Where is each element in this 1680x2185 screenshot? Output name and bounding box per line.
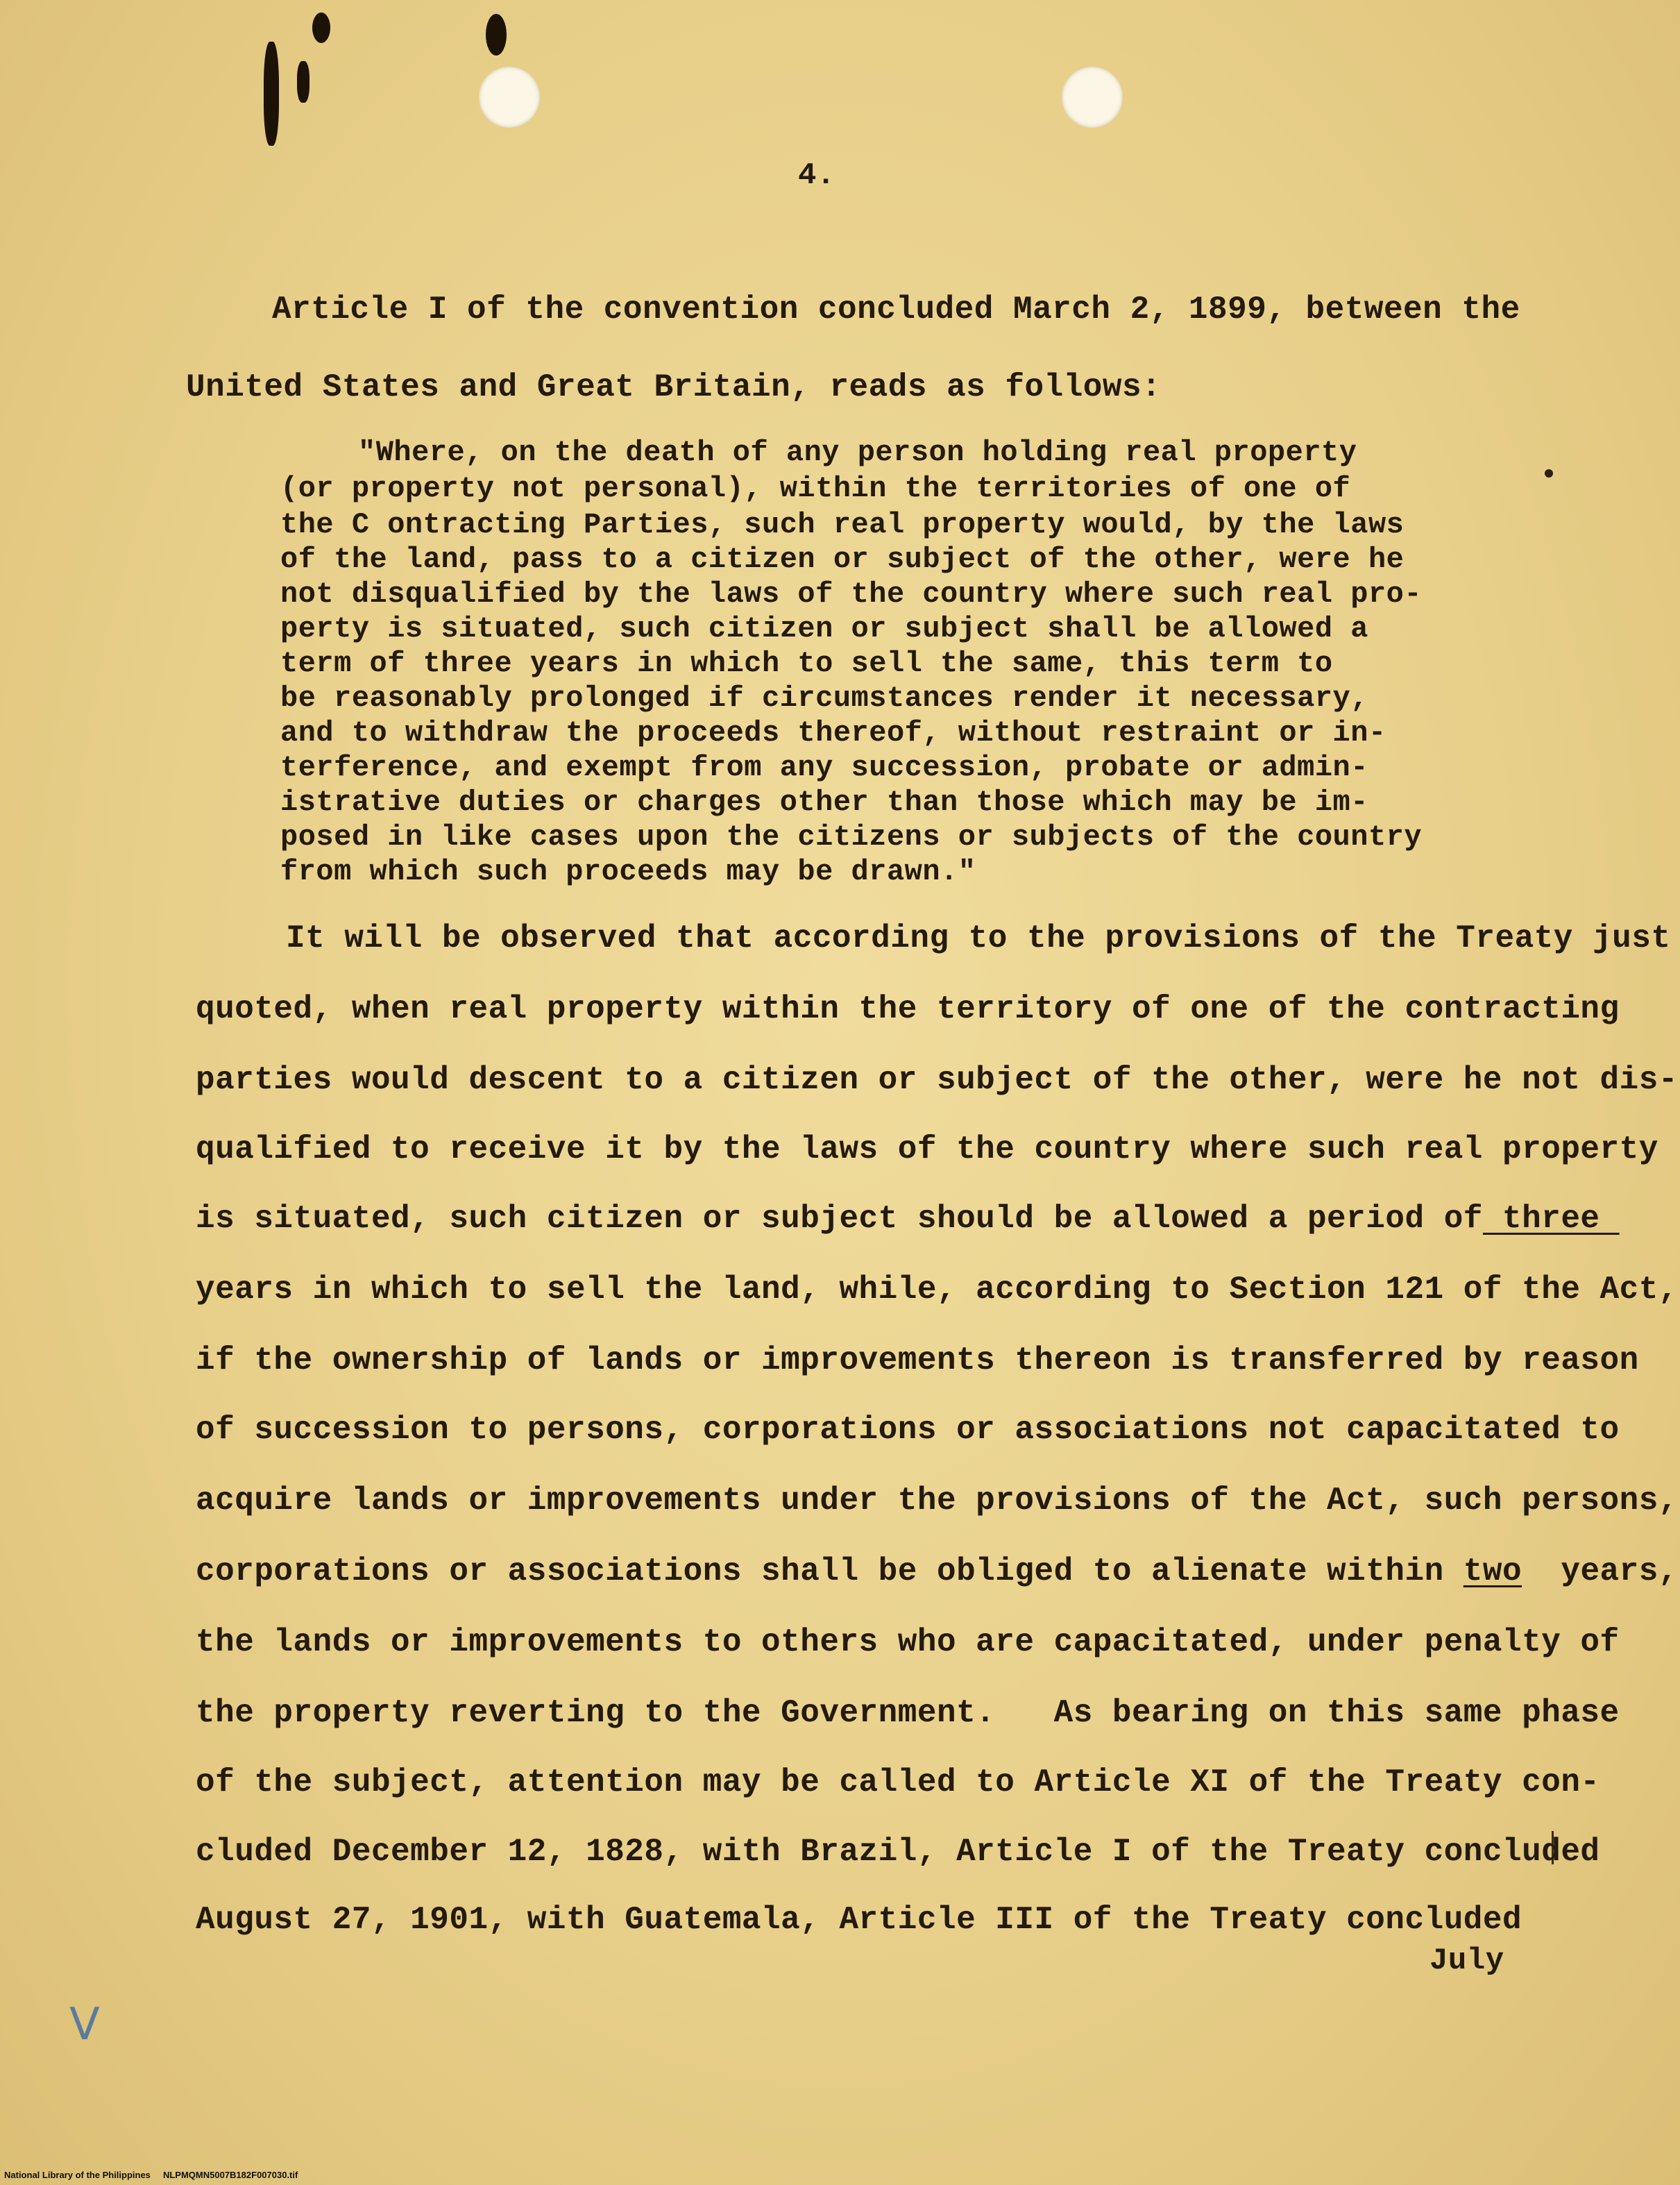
body-line: if the ownership of lands or improvements thereon is transferred by reason [196,1342,1639,1378]
body-line: years in which to sell the land, while, according to Section 121 of the Act, [196,1272,1678,1308]
quote-line: the C ontracting Parties, such real property would, by the laws [280,508,1405,541]
quote-line: and to withdraw the proceeds thereof, without restraint or in- [280,716,1386,750]
quote-line: term of three years in which to sell the same, this term to [280,647,1333,680]
ink-stain [312,12,330,43]
page-number: 4. [798,158,835,193]
underlined-word: three [1482,1201,1620,1237]
quote-line: "Where, on the death of any person holding real property [358,436,1357,469]
body-line: cluded December 12, 1828, with Brazil, Article I of the Treaty concluded [196,1834,1600,1870]
body-line: August 27, 1901, with Guatemala, Article III of the Treaty concluded [196,1902,1522,1938]
punch-hole-left [479,67,540,128]
quote-line: (or property not personal), within the territories of one of [280,472,1351,505]
line-text: corporations or associations shall be obliged to alienate within [196,1553,1463,1589]
quote-line: from which such proceeds may be drawn." [280,855,976,888]
ink-stain [486,14,507,56]
stray-ink-dot [1545,469,1553,478]
body-line: the lands or improvements to others who are capacitated, under penalty of [196,1624,1620,1660]
body-line: qualified to receive it by the laws of the country where such real property [196,1131,1658,1167]
quote-line: be reasonably prolonged if circumstances render it necessary, [280,682,1368,715]
body-line: quoted, when real property within the territory of one of the contracting [196,991,1620,1027]
quote-line: istrative duties or charges other than those which may be im- [280,786,1368,819]
quote-line: not disqualified by the laws of the country where such real pro- [280,577,1423,611]
body-line-with-underline [196,1201,1620,1237]
quote-line: of the land, pass to a citizen or subject of the other, were he [280,543,1405,576]
body-line: It will be observed that according to the provisions of the Treaty just [286,920,1671,956]
opening-line: Article I of the convention concluded March 2, 1899, between the [272,292,1520,328]
line-text: years, [1522,1553,1678,1589]
quote-line: terference, and exempt from any succession, probate or admin- [280,751,1368,784]
line-text: is situated, such citizen or subject should be allowed a period of [196,1201,1483,1237]
handwritten-check-mark: V [69,1999,100,2050]
body-line: of the subject, attention may be called to Article XI of the Treaty con- [196,1764,1600,1800]
body-line-with-underline [196,1553,1678,1589]
quote-line: posed in like cases upon the citizens or subjects of the country [280,820,1423,854]
underlined-word: two [1463,1553,1522,1589]
ink-stain [297,61,309,103]
body-line: acquire lands or improvements under the provisions of the Act, such persons, [196,1483,1678,1519]
opening-line: United States and Great Britain, reads as follows: [186,369,1162,405]
catchword: July [1429,1943,1504,1978]
body-line: the property reverting to the Government. As bearing on this same phase [196,1695,1620,1731]
punch-hole-right [1062,67,1123,128]
ink-stain [264,42,279,146]
quote-line: perty is situated, such citizen or subject shall be allowed a [280,612,1368,646]
archive-footer: National Library of the Philippines NLPMQMN5007B182F007030.tif [4,2170,298,2180]
body-line: parties would descent to a citizen or subject of the other, were he not dis- [196,1062,1678,1098]
body-line: of succession to persons, corporations or associations not capacitated to [196,1412,1620,1448]
